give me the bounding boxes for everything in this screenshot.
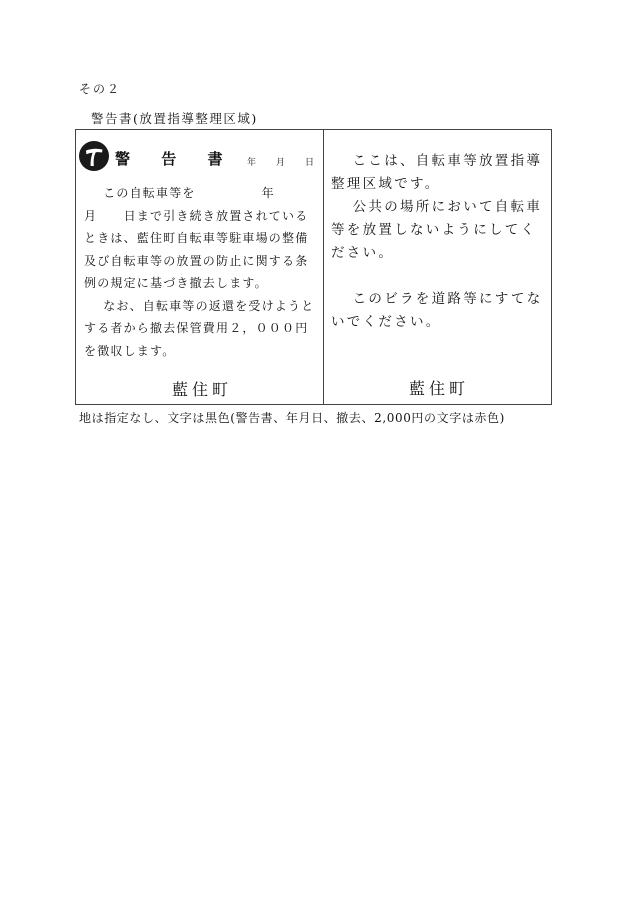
- notice-body: [331, 150, 545, 334]
- warning-paragraph-2: 月 日まで引き続き放置されているときは、藍住町自転車等駐車場の整備及び自転車等の放置の防止に関する条例の規定に基づき撤去します。: [84, 208, 309, 290]
- date-label-day: 日: [305, 158, 315, 168]
- warning-paragraph-3: なお、自転車等の返還を受けようとする者から撤去保管費用２，０００円を徴収します。: [84, 298, 315, 358]
- issuer-right: 藍住町: [409, 379, 470, 398]
- panel-divider: [323, 129, 324, 405]
- date-label-month: 月: [276, 158, 286, 168]
- warning-title: 警 告 書: [115, 150, 236, 168]
- town-emblem-icon: [78, 140, 110, 172]
- document-heading: 警告書(放置指導整理区域): [91, 111, 258, 126]
- paragraph-gap: [331, 265, 545, 288]
- color-footnote: 地は指定なし、文字は黒色(警告書、年月日、撤去、2,000円の文字は赤色): [79, 411, 505, 425]
- date-label-year: 年: [247, 158, 257, 168]
- notice-paragraph-1: ここは、自転車等放置指導整理区域です。: [331, 153, 543, 192]
- warning-body: [84, 182, 316, 362]
- notice-paragraph-2: 公共の場所において自転車等を放置しないようにしてください。: [331, 199, 543, 261]
- warning-paragraph-1: この自転車等を 年: [103, 186, 275, 200]
- section-number: その２: [79, 82, 122, 96]
- notice-paragraph-3: このビラを道路等にすてないでください。: [331, 291, 543, 330]
- issuer-left: 藍住町: [172, 380, 233, 399]
